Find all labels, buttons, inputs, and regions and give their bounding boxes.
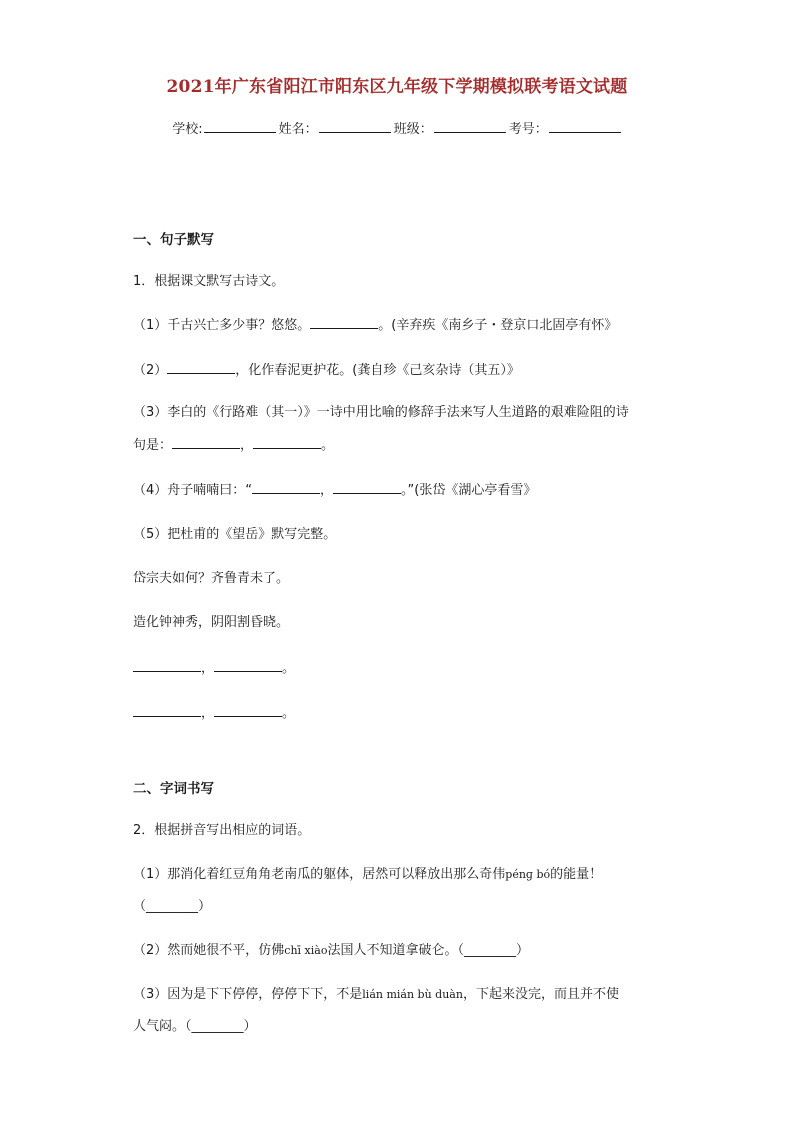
answer-blank[interactable] <box>214 704 282 717</box>
question-1-part-1 <box>133 316 617 335</box>
part-1-text: （1）千古兴亡多少事？悠悠。 <box>133 318 311 333</box>
comma: ， <box>320 483 334 498</box>
section-heading-recitation: 一、句子默写 <box>133 232 214 248</box>
exam-number-label: 考号： <box>508 122 548 137</box>
comma: ， <box>201 661 215 676</box>
question-1-part-3: （3）李白的《行路难（其一）》一诗中用比喻的修辞手法来写人生道路的艰难险阻的诗 <box>133 405 629 420</box>
class-label: 班级： <box>393 122 433 137</box>
sentence-3-continuation: 人气闷。（________） <box>133 1019 257 1034</box>
section-heading-vocabulary: 二、字词书写 <box>133 781 214 797</box>
sentence-3-text: （3）因为是下下停停，停停下下，不是 <box>133 987 363 1002</box>
question-2-sentence-3 <box>133 986 619 1004</box>
answer-blank[interactable] <box>133 704 201 717</box>
name-blank[interactable] <box>319 120 391 133</box>
part-4-source: 。”(张岱《湖心亭看雪》 <box>401 483 537 498</box>
answer-blank[interactable] <box>167 361 235 374</box>
answer-blank[interactable] <box>172 436 240 449</box>
sentence-2-text: （2）然而她很不平，仿佛 <box>133 943 285 958</box>
question-1-part-3-answer <box>133 436 334 455</box>
question-2-stem: 2．根据拼音写出相应的词语。 <box>133 823 311 838</box>
question-1-part-5: （5）把杜甫的《望岳》默写完整。 <box>133 527 337 542</box>
school-blank[interactable] <box>204 120 276 133</box>
poem-line-2: 造化钟神秀，阴阳割昏晓。 <box>133 615 290 630</box>
sentence-3-pinyin: lián mián bù duàn <box>362 988 463 1001</box>
student-info-row <box>0 118 794 137</box>
question-2-sentence-2 <box>133 942 529 960</box>
sentence-2-pinyin: chī xiào <box>284 944 328 957</box>
sentence-1-text: （1）那消化着红豆角角老南瓜的躯体，居然可以释放出那么奇伟 <box>133 867 506 882</box>
answer-blank[interactable] <box>333 481 401 494</box>
question-1-part-2 <box>133 361 520 380</box>
exam-number-blank[interactable] <box>549 120 621 133</box>
comma: ， <box>240 438 254 453</box>
sentence-2-end: 法国人不知道拿破仑。（________） <box>327 943 529 958</box>
answer-blank[interactable] <box>253 436 321 449</box>
question-1-stem: 1．根据课文默写古诗文。 <box>133 274 285 289</box>
period: 。 <box>282 661 296 676</box>
period: 。 <box>321 438 335 453</box>
exam-title: 2021年广东省阳江市阳东区九年级下学期模拟联考语文试题 <box>166 77 628 97</box>
school-label: 学校: <box>172 122 203 137</box>
comma: ， <box>201 706 215 721</box>
poem-answer-line-2 <box>133 704 295 723</box>
answer-blank[interactable] <box>133 659 201 672</box>
sentence-1-answer[interactable]: （________） <box>133 899 212 914</box>
part-1-source: 。(辛弃疾《南乡子・登京口北固亭有怀》 <box>378 318 618 333</box>
name-label: 姓名： <box>278 122 318 137</box>
answer-blank[interactable] <box>310 316 378 329</box>
poem-line-1: 岱宗夫如何？齐鲁青未了。 <box>133 571 290 586</box>
poem-answer-line-1 <box>133 659 295 678</box>
question-2-sentence-1 <box>133 866 602 884</box>
sentence-3-mid: ，下起来没完，而且并不使 <box>462 987 619 1002</box>
sentence-1-pinyin: pénɡ bó <box>505 868 551 881</box>
part-3-prefix: 句是： <box>133 438 173 453</box>
answer-blank[interactable] <box>252 481 320 494</box>
sentence-1-end: 的能量！ <box>550 867 603 882</box>
part-2-number: （2） <box>133 363 168 378</box>
answer-blank[interactable] <box>214 659 282 672</box>
class-blank[interactable] <box>434 120 506 133</box>
part-2-text: ，化作春泥更护花。(龚自珍《己亥杂诗（其五）》 <box>235 363 520 378</box>
period: 。 <box>282 706 296 721</box>
question-1-part-4 <box>133 481 536 500</box>
part-4-text: （4）舟子喃喃曰：“ <box>133 483 253 498</box>
